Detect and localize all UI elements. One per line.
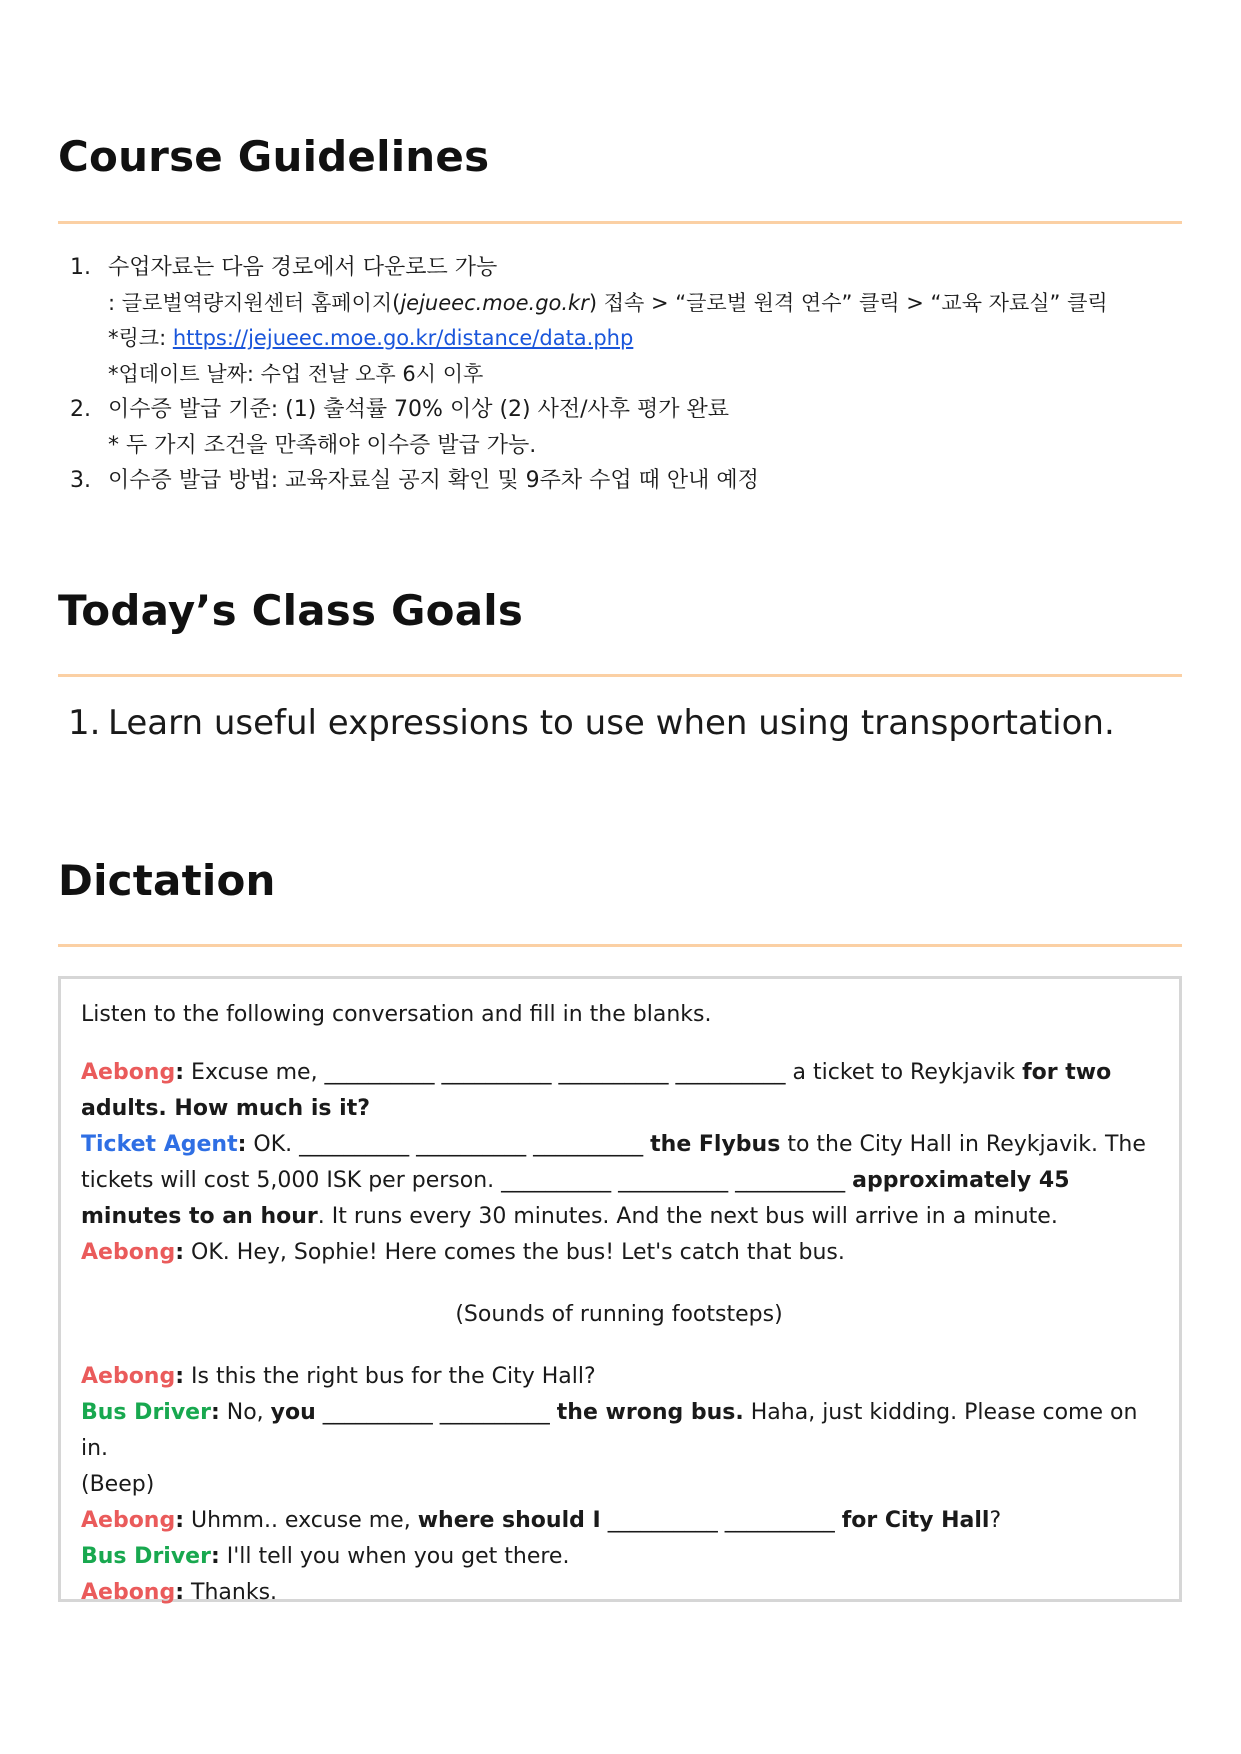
- dialogue-line: Ticket Agent: OK. __________ __________ __________ the Flybus to the City Hall in Reykjavik. The tickets will cost 5,000 ISK per person. __________ __________ __________ approximately 45 minutes to an hour. It runs every 30 minutes. And the next bus will arrive in a minute.: [81, 1132, 1146, 1229]
- blank-field: __________ __________ __________: [292, 1132, 651, 1157]
- blank-field: __________ __________ __________ __________: [317, 1060, 793, 1085]
- list-number: 1.: [68, 703, 101, 743]
- goal-text: Learn useful expressions to use when using transportation.: [108, 703, 1115, 743]
- speaker-aebong: Aebong:: [81, 1508, 185, 1533]
- guideline-text: 이수증 발급 방법: 교육자료실 공지 확인 및 9주차 수업 때 안내 예정: [108, 468, 759, 493]
- download-path: : 글로벌역량지원센터 홈페이지(jejueec.moe.go.kr) 접속 > “글로벌 원격 연수” 클릭 > “교육 자료실” 클릭: [108, 290, 1108, 315]
- guideline-text: 수업자료는 다음 경로에서 다운로드 가능: [108, 255, 498, 280]
- blank-field: __________ __________ __________: [494, 1168, 853, 1193]
- section-divider: [58, 221, 1182, 224]
- guideline-note: * 두 가지 조건을 만족해야 이수증 발급 가능.: [108, 432, 537, 458]
- speaker-aebong: Aebong:: [81, 1364, 185, 1389]
- dialogue-line: Aebong: Is this the right bus for the City Hall?: [81, 1364, 596, 1389]
- section-divider: [58, 944, 1182, 947]
- dialogue-line: Bus Driver: I'll tell you when you get there.: [81, 1544, 570, 1569]
- dictation-instruction: Listen to the following conversation and fill in the blanks.: [81, 1002, 712, 1027]
- section-title-class-goals: Today’s Class Goals: [58, 586, 524, 635]
- sound-beep: (Beep): [81, 1472, 155, 1497]
- speaker-aebong: Aebong:: [81, 1580, 185, 1605]
- site-domain: jejueec.moe.go.kr: [400, 290, 589, 315]
- list-number: 1.: [70, 255, 91, 280]
- guidelines-list: [58, 250, 1182, 499]
- dialogue-line: Aebong: Thanks.: [81, 1580, 278, 1605]
- speaker-bus-driver: Bus Driver:: [81, 1400, 220, 1425]
- guideline-item-1: [58, 250, 1182, 392]
- dialogue-line: Bus Driver: No, you __________ __________ the wrong bus. Haha, just kidding. Please come on in.: [81, 1400, 1138, 1461]
- speaker-aebong: Aebong:: [81, 1060, 185, 1085]
- section-title-course-guidelines: Course Guidelines: [58, 132, 490, 181]
- section-title-dictation: Dictation: [58, 856, 276, 905]
- list-number: 2.: [70, 397, 91, 422]
- update-note: *업데이트 날짜: 수업 전날 오후 6시 이후: [108, 361, 484, 386]
- blank-field: __________ __________: [315, 1400, 557, 1425]
- guideline-item-2: [58, 392, 1182, 463]
- dialogue-line: Aebong: Uhmm.. excuse me, where should I __________ __________ for City Hall?: [81, 1508, 1002, 1533]
- guideline-text: 이수증 발급 기준: (1) 출석률 70% 이상 (2) 사전/사후 평가 완료: [108, 397, 730, 422]
- download-link-line: *링크: https://jejueec.moe.go.kr/distance/data.php: [108, 326, 634, 350]
- list-number: 3.: [70, 468, 91, 493]
- guideline-item-3: [58, 463, 1182, 499]
- dialogue-line: Aebong: OK. Hey, Sophie! Here comes the bus! Let's catch that bus.: [81, 1240, 845, 1265]
- blank-field: __________ __________: [600, 1508, 842, 1533]
- speaker-bus-driver: Bus Driver:: [81, 1544, 220, 1569]
- sound-effect: (Sounds of running footsteps): [455, 1302, 783, 1327]
- speaker-aebong: Aebong:: [81, 1240, 185, 1265]
- dialogue-line: Aebong: Excuse me, __________ __________ __________ __________ a ticket to Reykjavik for two adults. How much is it?: [81, 1060, 1112, 1121]
- dictation-box: [58, 976, 1182, 1605]
- speaker-ticket-agent: Ticket Agent:: [81, 1132, 247, 1157]
- section-divider: [58, 674, 1182, 677]
- download-link[interactable]: https://jejueec.moe.go.kr/distance/data.php: [172, 326, 634, 350]
- goal-item-1: [58, 700, 1182, 746]
